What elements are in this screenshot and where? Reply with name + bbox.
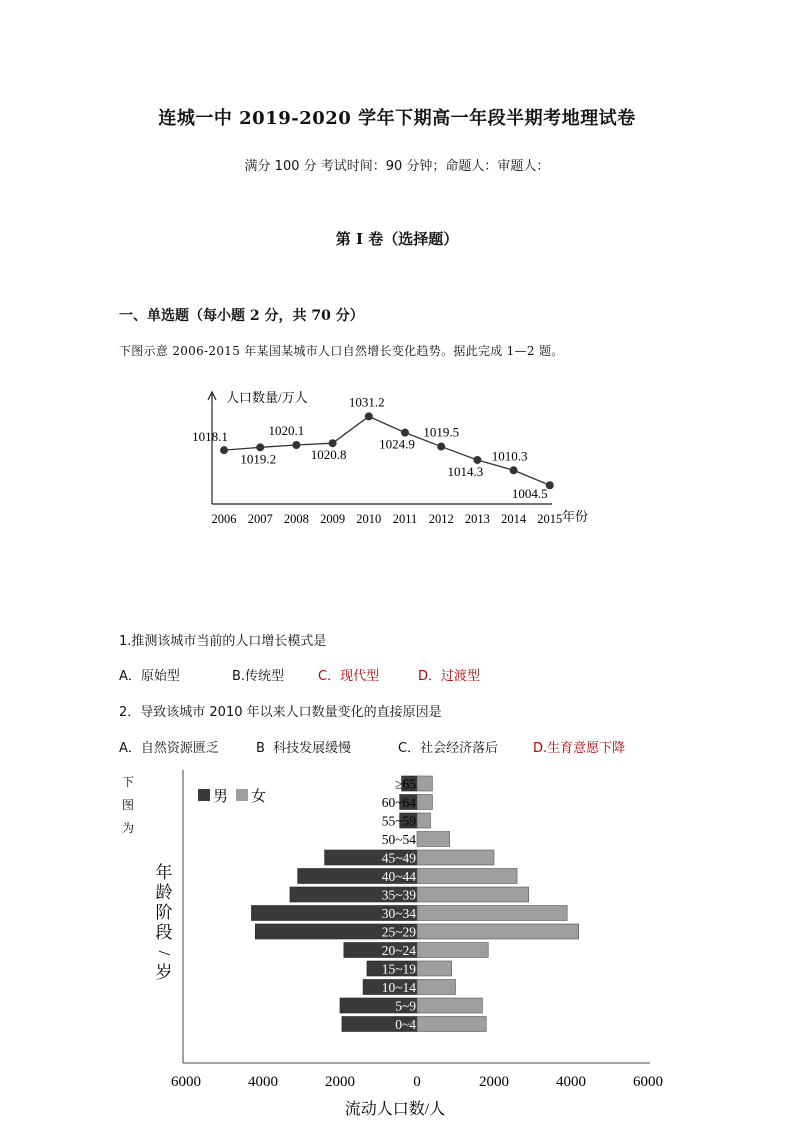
question-2-option-d[interactable]: D.生育意愿下降 <box>533 741 626 756</box>
data-label: 1019.2 <box>240 451 277 467</box>
x-tick-label: 2000 <box>325 1074 355 1090</box>
data-point <box>365 412 373 420</box>
x-tick-label: 2006 <box>211 512 237 526</box>
age-group-label: 25~29 <box>381 924 416 940</box>
data-point <box>329 439 337 447</box>
age-group-label: 55~59 <box>381 813 416 829</box>
data-point <box>256 443 264 451</box>
y-axis-label-char: 段 <box>155 923 173 942</box>
bar-female <box>417 850 494 865</box>
age-group-label: 35~39 <box>381 887 416 903</box>
y-axis-label-char: / <box>155 950 174 956</box>
bar-female <box>417 795 432 810</box>
exam-title: 连城一中 2019-2020 学年下期高一年段半期考地理试卷 <box>158 108 636 129</box>
y-axis-label: 人口数量/万人 <box>226 390 308 405</box>
question-2-option-b[interactable]: B 科技发展缓慢 <box>256 741 352 756</box>
x-tick-label: 2015 <box>537 512 563 526</box>
population-line-chart <box>192 384 600 529</box>
data-label: 1004.5 <box>511 486 548 502</box>
bar-female <box>417 961 452 976</box>
side-text-char: 为 <box>122 821 135 835</box>
question-1-option-a[interactable]: A．原始型 <box>119 669 180 684</box>
age-group-label: 5~9 <box>395 998 416 1014</box>
x-tick-label: 6000 <box>171 1074 201 1090</box>
bar-female <box>417 869 517 884</box>
age-group-label: 40~44 <box>381 869 416 884</box>
x-tick-label: 6000 <box>633 1074 663 1090</box>
x-tick-label: 0 <box>413 1074 421 1090</box>
bar-female <box>417 1017 486 1032</box>
question-1-stem: 1.推测该城市当前的人口增长模式是 <box>119 634 327 649</box>
question-1-option-c[interactable]: C．现代型 <box>318 669 380 684</box>
x-tick-label: 2013 <box>464 512 490 526</box>
bar-female <box>417 924 579 939</box>
legend-label-female: 女 <box>251 789 267 805</box>
migrant-population-pyramid <box>150 765 670 1120</box>
side-text-char: 图 <box>122 798 135 812</box>
legend-swatch-female <box>236 789 248 801</box>
question-2-stem: 2．导致该城市 2010 年以来人口数量变化的直接原因是 <box>119 705 442 720</box>
data-point <box>510 466 518 474</box>
data-point <box>292 441 300 449</box>
data-point <box>473 456 481 464</box>
data-label: 1010.3 <box>491 448 528 464</box>
question-1-option-d[interactable]: D．过渡型 <box>418 669 481 684</box>
data-point <box>401 429 409 437</box>
x-axis-label: 流动人口数/人 <box>344 1101 446 1118</box>
bar-female <box>417 776 432 791</box>
x-tick-label: 2012 <box>428 512 454 526</box>
age-group-label: 30~34 <box>381 906 416 921</box>
bar-female <box>417 943 488 958</box>
data-label: 1014.3 <box>447 463 484 479</box>
x-tick-label: 2008 <box>283 512 309 526</box>
x-axis-label: 年份 <box>562 509 589 524</box>
age-group-label: 10~14 <box>381 980 416 995</box>
x-tick-label: 2014 <box>501 512 527 526</box>
age-group-label: ≥65 <box>395 776 416 792</box>
data-label: 1019.5 <box>423 424 460 440</box>
age-group-label: 15~19 <box>381 961 416 977</box>
age-group-label: 0~4 <box>395 1017 416 1032</box>
question-2-option-c[interactable]: C．社会经济落后 <box>398 741 499 756</box>
data-label: 1020.1 <box>268 423 305 439</box>
bar-female <box>417 832 450 847</box>
question-1-option-b[interactable]: B.传统型 <box>232 669 285 684</box>
y-axis-label-char: 阶 <box>155 903 173 922</box>
side-text-char: 下 <box>122 775 135 789</box>
data-point <box>437 443 445 451</box>
x-tick-label: 2010 <box>356 512 382 526</box>
x-tick-label: 2000 <box>479 1074 509 1090</box>
data-point <box>220 446 228 454</box>
y-axis-label-char: 龄 <box>155 883 173 902</box>
exam-subtitle: 满分 100 分 考试时间：90 分钟；命题人：审题人： <box>244 159 550 174</box>
intro-text: 下图示意 2006-2015 年某国某城市人口自然增长变化趋势。据此完成 1—2 题。 <box>119 344 564 358</box>
age-group-label: 20~24 <box>381 943 416 958</box>
age-group-label: 45~49 <box>381 850 416 866</box>
bar-female <box>417 998 482 1013</box>
y-axis-label-char: 岁 <box>155 963 173 982</box>
x-tick-label: 2007 <box>247 512 273 526</box>
data-label: 1018.1 <box>192 429 228 445</box>
x-tick-label: 4000 <box>556 1074 586 1090</box>
side-text <box>122 771 138 840</box>
x-tick-label: 2009 <box>320 512 346 526</box>
bar-female <box>417 813 430 828</box>
data-label: 1020.8 <box>310 447 347 463</box>
age-group-label: 60~64 <box>381 795 416 810</box>
legend-swatch-male <box>198 789 210 801</box>
section-heading: 一、单选题（每小题 2 分，共 70 分） <box>119 308 364 324</box>
part-title: 第 I 卷（选择题） <box>335 230 459 248</box>
bar-female <box>417 980 456 995</box>
data-label: 1024.9 <box>379 436 415 452</box>
question-2-option-a[interactable]: A．自然资源匮乏 <box>119 741 219 756</box>
y-axis-label-char: 年 <box>155 863 173 882</box>
x-tick-label: 2011 <box>392 512 418 526</box>
legend-label-male: 男 <box>213 789 229 805</box>
data-label: 1031.2 <box>348 394 385 410</box>
x-tick-label: 4000 <box>248 1074 278 1090</box>
age-group-label: 50~54 <box>381 832 416 847</box>
bar-female <box>417 887 529 902</box>
bar-female <box>417 906 567 921</box>
